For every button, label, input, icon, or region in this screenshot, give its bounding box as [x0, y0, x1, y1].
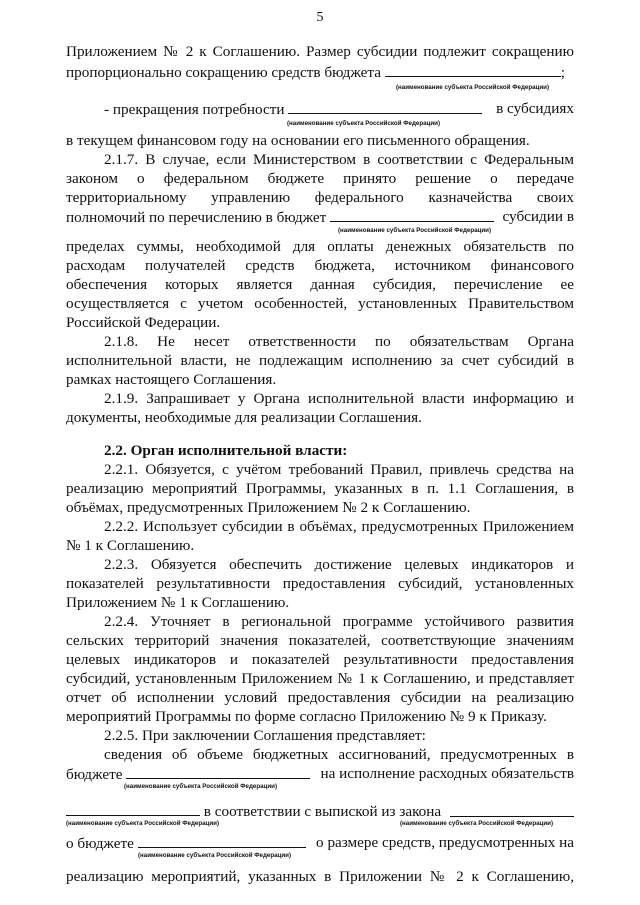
text-line: реализацию мероприятий Программы, указанных в п. 1.1 Соглашения, в	[66, 480, 574, 497]
text-line: реализацию мероприятий, указанных в Приложении № 2 к Соглашению,	[66, 868, 574, 885]
text-line: Приложением № 1 к Соглашению.	[66, 594, 290, 611]
text-fragment: субсидии в	[502, 208, 574, 225]
text-fragment: в субсидиях	[496, 100, 574, 117]
text-line: объёмах, предусмотренных Приложением № 2 к Соглашению.	[66, 499, 471, 516]
text-line: 2.2.2. Использует субсидии в объёмах, предусмотренных Приложением	[104, 518, 574, 535]
text-line: показателей результативности предоставления субсидий, установленных	[66, 575, 574, 592]
text-line: мероприятий Программы по форме согласно Приложению № 9 к Приказу.	[66, 708, 547, 725]
text-fragment: о размере средств, предусмотренных на	[316, 834, 574, 851]
field-caption: (наименование субъекта Российской Федерации)	[396, 84, 550, 91]
text-line: сведения об объеме бюджетных ассигнований, предусмотренных в	[104, 746, 574, 763]
text-line: в текущем финансовом году на основании его письменного обращения.	[66, 132, 530, 149]
text-line	[66, 833, 574, 853]
text-line: 2.2.4. Уточняет в региональной программе устойчивого развития	[104, 613, 574, 630]
field-caption: (наименование субъекта Российской Федерации)	[138, 852, 292, 859]
text-line: субсидий, установленным Приложением № 1 к Соглашению, и представляет	[66, 670, 574, 687]
field-caption: (наименование субъекта Российской Федерации)	[66, 820, 220, 827]
text-line	[66, 801, 574, 821]
text-line: сельских территорий значения показателей, соответствующие значениям	[66, 632, 574, 649]
field-caption: (наименование субъекта Российской Федерации)	[287, 120, 441, 127]
text-line: Российской Федерации.	[66, 314, 221, 331]
blank-field	[385, 62, 561, 77]
text-fragment: на исполнение расходных обязательств	[320, 765, 574, 782]
text-fragment: полномочий по перечислению в бюджет	[66, 209, 327, 226]
text-line: территориальному управлению федерального казначейства своих	[66, 189, 574, 206]
field-caption: (наименование субъекта Российской Федерации)	[338, 227, 492, 234]
text-line: 2.2.1. Обязуется, с учётом требований Правил, привлечь средства на	[104, 461, 574, 478]
blank-field	[138, 833, 306, 848]
text-line	[66, 62, 574, 82]
blank-field	[450, 802, 574, 817]
field-caption: (наименование субъекта Российской Федерации)	[124, 783, 278, 790]
text-line: расходам получателей средств бюджета, источником финансового	[66, 257, 574, 274]
blank-field	[66, 801, 200, 816]
text-line	[66, 764, 574, 784]
text-fragment: в соответствии с выпиской из закона	[203, 803, 442, 820]
field-caption: (наименование субъекта Российской Федерации)	[400, 820, 554, 827]
text-fragment: ;	[560, 64, 565, 81]
text-line: 2.1.9. Запрашивает у Органа исполнительной власти информацию и	[104, 390, 574, 407]
text-line: осуществляется с учетом особенностей, установленных Правительством	[66, 295, 574, 312]
text-line: 2.1.8. Не несет ответственности по обязательствам Органа	[104, 333, 574, 350]
text-line: законом о федеральном бюджете принято решение о передаче	[66, 170, 574, 187]
text-line	[66, 207, 574, 227]
text-line: документы, необходимые для реализации Соглашения.	[66, 409, 422, 426]
text-line: отчет об исполнении условий предоставления субсидии на реализацию	[66, 689, 574, 706]
text-line: 2.1.7. В случае, если Министерством в соответствии с Федеральным	[104, 151, 574, 168]
text-line: целевых индикаторов и показателей результативности предоставления	[66, 651, 574, 668]
text-line: обеспечения которых является данная субсидия, перечисление ее	[66, 276, 574, 293]
text-line: пределах суммы, необходимой для оплаты денежных обязательств по	[66, 238, 574, 255]
text-line: 2.2.3. Обязуется обеспечить достижение целевых индикаторов и	[104, 556, 574, 573]
text-fragment: пропорционально сокращению средств бюджета	[66, 64, 381, 81]
text-line	[104, 99, 574, 119]
blank-field	[288, 99, 482, 114]
text-line: 2.2.5. При заключении Соглашения представляет:	[104, 727, 426, 744]
text-fragment: бюджете	[66, 766, 123, 783]
blank-field	[330, 207, 494, 222]
section-heading: 2.2. Орган исполнительной власти:	[104, 442, 348, 459]
text-line: рамках настоящего Соглашения.	[66, 371, 277, 388]
text-fragment: о бюджете	[66, 835, 134, 852]
page-number: 5	[316, 10, 324, 25]
text-line: Приложением № 2 к Соглашению. Размер субсидии подлежит сокращению	[66, 43, 574, 60]
text-line: исполнительной власти, не подлежащим исполнению за счет субсидий в	[66, 352, 574, 369]
blank-field	[126, 764, 310, 779]
text-line: № 1 к Соглашению.	[66, 537, 195, 554]
text-fragment: - прекращения потребности	[104, 101, 285, 118]
